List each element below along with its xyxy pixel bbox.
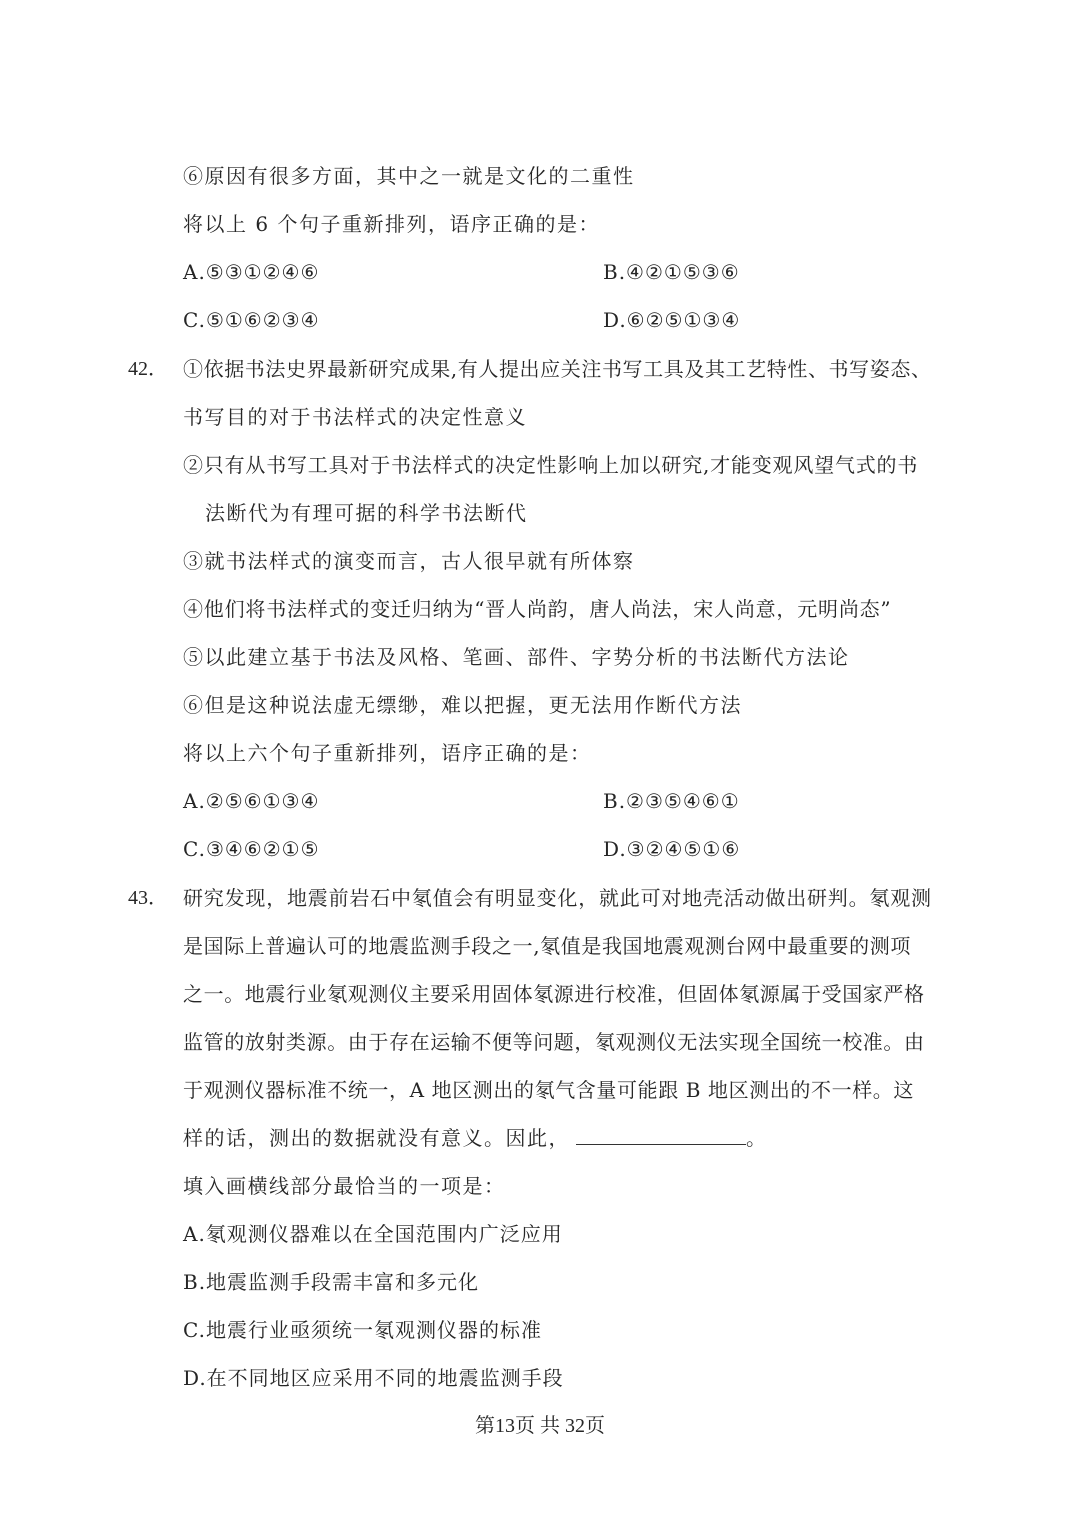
prev-option-b: B.④②①⑤③⑥	[603, 260, 740, 284]
q43-line-6-end: 。	[746, 1126, 768, 1150]
q42-sentence-2-line-1: ②只有从书写工具对于书法样式的决定性影响上加以研究,才能变观风望气式的书	[183, 453, 919, 477]
q42-sentence-2-line-2: 法断代为有理可据的科学书法断代	[205, 501, 528, 525]
answer-blank	[576, 1124, 746, 1145]
prev-sentence-6: ⑥原因有很多方面，其中之一就是文化的二重性	[183, 164, 635, 188]
q43-option-b: B.地震监测手段需丰富和多元化	[183, 1270, 480, 1294]
q43-line-5: 于观测仪器标准不统一，A 地区测出的氡气含量可能跟 B 地区测出的不一样。这	[183, 1078, 915, 1102]
q42-sentence-1-line-1: ①依据书法史界最新研究成果,有人提出应关注书写工具及其工艺特性、书写姿态、	[183, 357, 932, 381]
page-footer: 第13页 共 32页	[475, 1415, 605, 1437]
q42-prompt: 将以上六个句子重新排列，语序正确的是：	[183, 741, 592, 765]
q43-option-d: D.在不同地区应采用不同的地震监测手段	[183, 1366, 564, 1390]
q42-option-c: C.③④⑥②①⑤	[183, 837, 320, 861]
prev-option-a: A.⑤③①②④⑥	[183, 260, 320, 284]
q42-option-b: B.②③⑤④⑥①	[603, 789, 740, 813]
q43-option-a: A.氡观测仪器难以在全国范围内广泛应用	[183, 1222, 563, 1246]
q42-sentence-6: ⑥但是这种说法虚无缥缈，难以把握，更无法用作断代方法	[183, 693, 742, 717]
q43-line-2: 是国际上普遍认可的地震监测手段之一,氡值是我国地震观测台网中最重要的测项	[183, 934, 911, 958]
q43-line-3: 之一。地震行业氡观测仪主要采用固体氡源进行校准，但固体氡源属于受国家严格	[183, 982, 925, 1006]
q42-option-a: A.②⑤⑥①③④	[183, 789, 320, 813]
q43-line-6	[183, 1124, 768, 1152]
q42-sentence-3: ③就书法样式的演变而言，古人很早就有所体察	[183, 549, 635, 573]
prev-prompt: 将以上 6 个句子重新排列，语序正确的是：	[183, 212, 600, 236]
q42-sentence-5: ⑤以此建立基于书法及风格、笔画、部件、字势分析的书法断代方法论	[183, 645, 850, 669]
q42-number: 42．	[128, 358, 168, 380]
q43-line-1: 研究发现，地震前岩石中氡值会有明显变化，就此可对地壳活动做出研判。氡观测	[183, 886, 932, 910]
q43-prompt: 填入画横线部分最恰当的一项是：	[183, 1174, 506, 1198]
q43-option-c: C.地震行业亟须统一氡观测仪器的标准	[183, 1318, 542, 1342]
prev-option-d: D.⑥②⑤①③④	[603, 308, 741, 332]
q43-line-6-text: 样的话，测出的数据就没有意义。因此，	[183, 1126, 570, 1150]
q42-sentence-1-line-2: 书写目的对于书法样式的决定性意义	[183, 405, 527, 429]
q42-sentence-4: ④他们将书法样式的变迁归纳为“晋人尚韵，唐人尚法，宋人尚意，元明尚态”	[183, 597, 892, 621]
q43-line-4: 监管的放射类源。由于存在运输不便等问题，氡观测仪无法实现全国统一校准。由	[183, 1030, 925, 1054]
q43-number: 43．	[128, 887, 168, 909]
q42-option-d: D.③②④⑤①⑥	[603, 837, 741, 861]
prev-option-c: C.⑤①⑥②③④	[183, 308, 320, 332]
